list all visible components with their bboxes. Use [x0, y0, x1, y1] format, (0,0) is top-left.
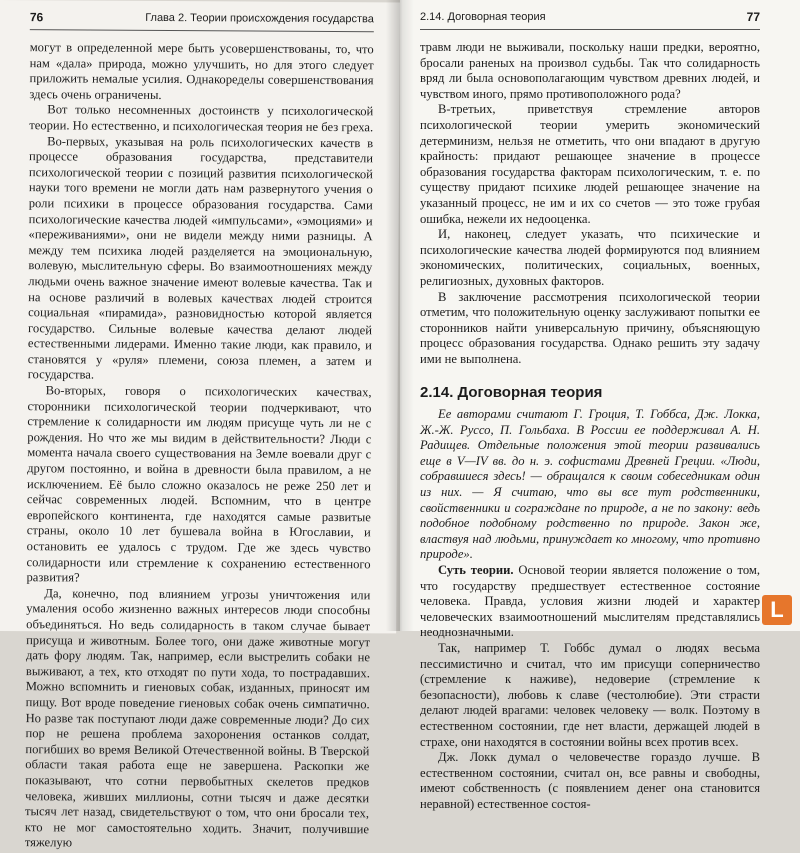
- right-page-header: [420, 8, 760, 30]
- left-page-body: [25, 40, 374, 853]
- running-head: 2.14. Договорная теория: [420, 11, 546, 23]
- paragraph: [420, 563, 760, 641]
- publisher-watermark: L: [762, 595, 792, 625]
- paragraph: Вот только несомненных достоинств у психологической теории. Но естественно, и психологическая теория не без греха.: [29, 102, 374, 135]
- paragraph: травм люди не выживали, поскольку наши предки, вероятно, бросали раненых на произвол судьбы. Так что солидарность вряд ли была основополагающим чувством древних людей, и чувством иного, прямо противоположного рода?: [420, 40, 760, 101]
- right-page: [400, 0, 800, 811]
- page-number: 77: [746, 10, 760, 24]
- left-page-header: [30, 8, 374, 32]
- running-head: Глава 2. Теории происхождения государства: [145, 11, 374, 26]
- paragraph: Во-первых, указывая на роль психологических качеств в процессе образования государства, представители психологической теории с позиций развития психологической науки того времени не могли дать нам развернутого учения о роли психики в процессе образования государства. Сами психологические качества людей «импульсами», «эмоциями» и «переживаниями», они не видели между ними разницы. А между тем психика людей разделяется на эмоциональную, волевую, мыслительную сферы. Во взаимоотношениях между людьми очень важное значение имеют волевые качества. Так и на основе различий в волевых качествах людей строится социальная «пирамида», разновидностью которой является государство. Сильные волевые качества делают людей естественными лидерами. Именно такие люди, как правило, и становятся у «руля» племени, союза племен, а затем и государства.: [27, 133, 374, 383]
- paragraph: Во-вторых, говоря о психологических качествах, сторонники психологической теории подчеркивают, что стремление к солидарности им людям присуще чуть ли не с рождения. Но что же мы видим в действительности? Люди с момента начала своего существования на Земле воевали друг с другом постоянно, и война в древности была правилом, а не исключением. Её было сложно оказалось не реже 250 лет и сейчас современных людей. Вспомним, что в центре европейского континента, где находятся самые развитые страны, около 10 лет бушевала война в Югославии, и остановить ее удалось с трудом. Где же здесь чувство солидарности или стремление к сохранению естественного развития?: [26, 383, 372, 585]
- paragraph: Так, например Т. Гоббс думал о людях весьма пессимистично и считал, что им присущи соперничество (стремление к наживе), недоверие (стремление к безопасности), любовь к славе (честолюбие). Эти страсти делают людей врагами: человек человеку — волк. Поэтому в естественном состоянии, где нет власти, держащей людей в страхе, они находятся в состоянии войны всех против всех.: [420, 640, 760, 749]
- lead-text: Основой теории является положение о том, что государству предшествует естественное состояние человека. Правда, условия жизни людей и характер человеческих взаимоотношений мыслителям представлялись неоднозначными.: [420, 563, 760, 640]
- right-page-body: [420, 40, 760, 813]
- paragraph: В-третьих, приветствуя стремление авторов психологической теории умерить экономический детерминизм, нельзя не отметить, что они впадают в другую крайность: придают решающее значение в процессе образования государства факторам психологическим, т. е. по существу придают психике людей решающее значение на указанный процесс, не им и их со счетов — это тоже грубая ошибка, нежели их недооценка.: [420, 102, 760, 226]
- page-number: 76: [29, 10, 44, 25]
- section-heading: 2.14. Договорная теория: [420, 384, 603, 402]
- left-page: [0, 0, 400, 850]
- lead-in: Суть теории.: [438, 563, 514, 577]
- paragraph: Да, конечно, под влиянием угрозы уничтожения или умаления особо жизненно важных интересов люди способны объединяться. Но ведь солидарность в таком случае бывает присуща и животным. Более того, они даже животные могут дать фору людям. Так, например, если выстрелить собаки не выживают, а тех, кто отходят по пути хода, то пострадавших. Можно вспомнить и гиеновых собак, изданных, приносят им пищу. Вот вроде поведение гиеновых собак очень симпатично. Но разве так поступают люди даже современные люди? До сих пор не решена проблема захоронения останков солдат, погибших во время Великой Отечественной войны. В Тверской области такая работа еще не завершена. Раскопки же показывают, что сотни первобытных скелетов предков человека, живших миллионы, сотни тысяч и даже десятки тысяч лет назад, свидетельствуют о том, что они бросали тех, кто не мог самостоятельно ходить. Значит, получившие тяжелую: [24, 586, 371, 850]
- paragraph: могут в определенной мере быть усовершенствованы, то, что нам «дала» природа, можно улучшить, но для этого следует приложить немалые усилия. Однакоределы совершенствования здесь очень ограничены.: [29, 40, 374, 102]
- section-intro: Ее авторами считают Г. Гроция, Т. Гоббса, Дж. Локка, Ж.-Ж. Руссо, П. Гольбаха. В России ее поддерживал А. Н. Радищев. Отдельные положения этой теории развивались еще в V—IV вв. до н. э. софистами Древней Греции. «Люди, собравшиеся здесь! — обращался к своим собеседникам один из них. — Я считаю, что вы все тут родственники, свойственники и согражданe по природе, а не по закону: ведь подобное подобному родственно по природе. Закон же, властвуя над людьми, принуждает ко многому, что противно природе».: [420, 407, 760, 562]
- paragraph: Дж. Локк думал о человечестве гораздо лучше. В естественном состоянии, считал он, все равны и свободны, имеют собственность (с появлением денег она становится неравной) естественное состоя-: [420, 750, 760, 811]
- paragraph: И, наконец, следует указать, что психические и психологические качества людей формируются под влиянием экономических, политических, социальных, военных, религиозных, духовных факторов.: [420, 227, 760, 288]
- paragraph: В заключение рассмотрения психологической теории отметим, что положительную оценку заслуживают попытки ее сторонников найти универсальную причину, объясняющую процесс образования государства. Однако решить эту задачу ими не выполнена.: [420, 289, 760, 366]
